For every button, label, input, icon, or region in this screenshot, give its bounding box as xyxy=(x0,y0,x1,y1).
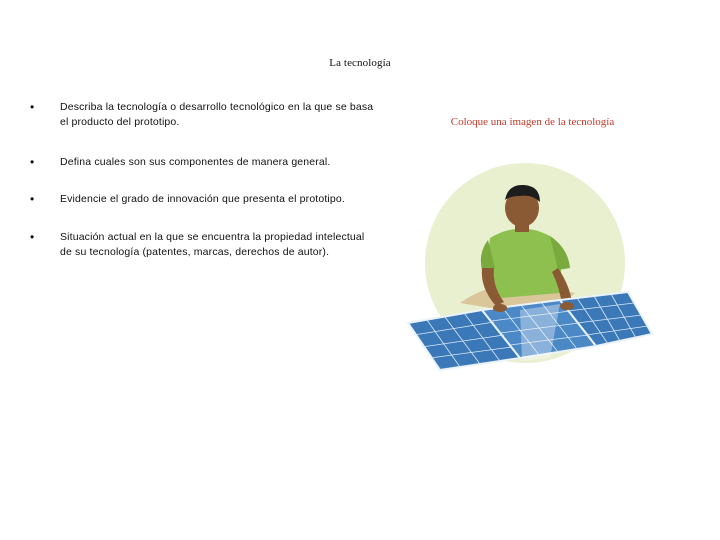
bullet-item xyxy=(30,230,375,260)
bullet-dot-icon: • xyxy=(30,192,35,206)
bullet-item xyxy=(30,192,375,207)
solar-panel-illustration-icon xyxy=(400,158,660,378)
bullet-dot-icon: • xyxy=(30,100,35,114)
bullet-dot-icon: • xyxy=(30,155,35,169)
image-caption: Coloque una imagen de la tecnología xyxy=(450,116,615,128)
slide-title: La tecnología xyxy=(329,57,391,69)
bullet-item xyxy=(30,100,375,130)
bullet-text: Defina cuales son sus componentes de manera general. xyxy=(60,156,331,168)
bullet-text: Evidencie el grado de innovación que presenta el prototipo. xyxy=(60,193,345,205)
bullet-item xyxy=(30,155,375,170)
bullet-text: Describa la tecnología o desarrollo tecnológico en la que se basa el producto del prototipo. xyxy=(60,101,374,128)
bullet-dot-icon: • xyxy=(30,230,35,244)
bullet-text: Situación actual en la que se encuentra la propiedad intelectual de su tecnología (patentes, marcas, derechos de autor). xyxy=(60,231,365,258)
shirt-shape xyxy=(489,228,562,298)
